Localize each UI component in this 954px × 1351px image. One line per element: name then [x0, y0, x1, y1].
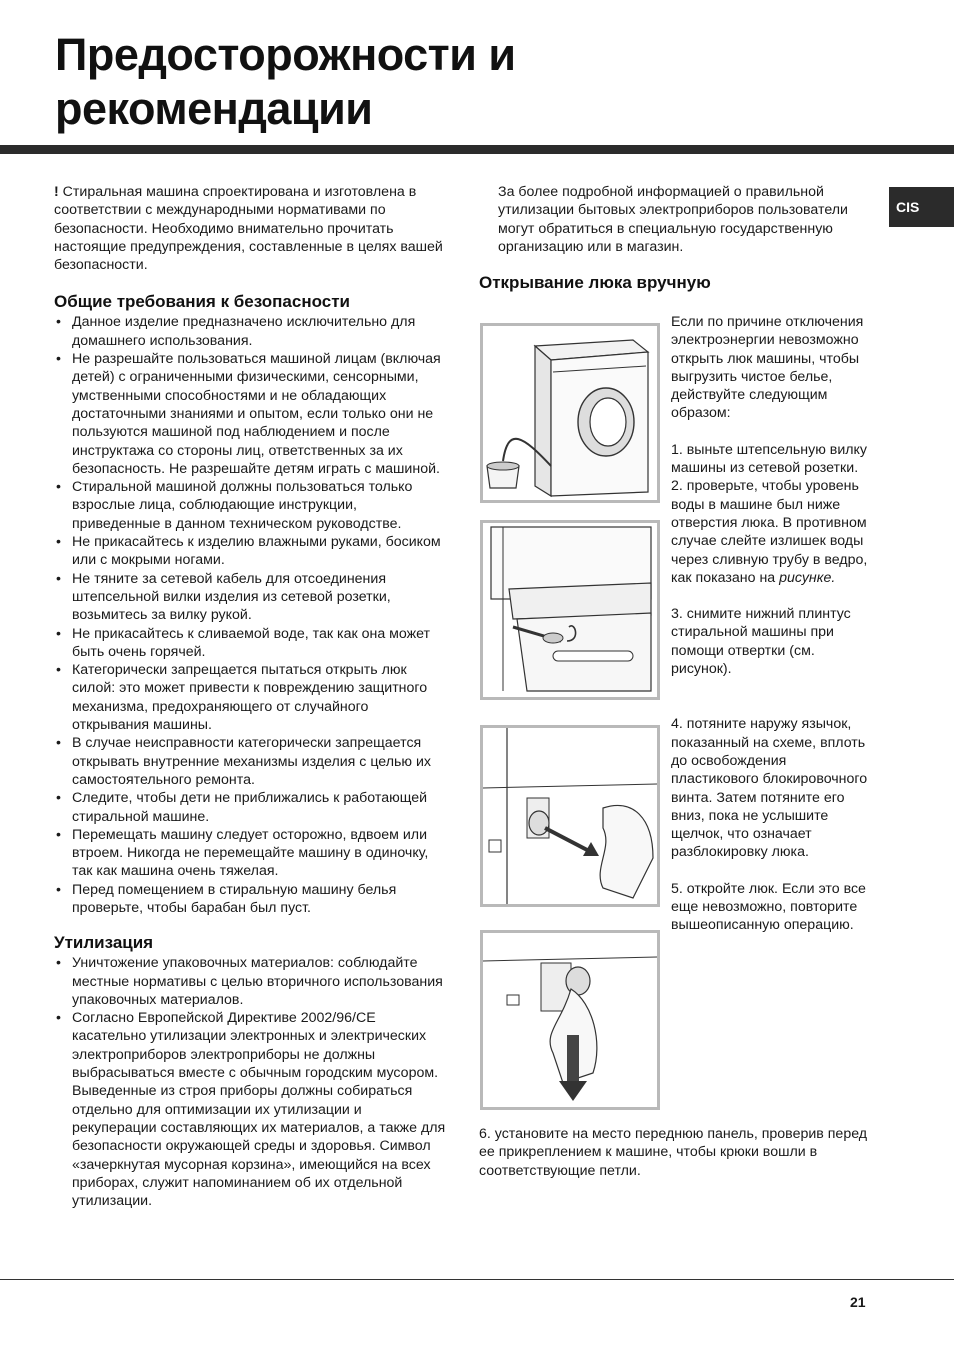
title-line-1: Предосторожности и: [55, 29, 516, 80]
pull-down-hand-drawing: [483, 933, 657, 1107]
safety-item: • Перемещать машину следует осторожно, вдвоем или втроем. Никогда не перемещайте машину в одиночку, так как машина очень тяжелая.: [54, 826, 446, 881]
title-line-2: рекомендации: [55, 83, 373, 134]
language-tab: CIS: [889, 187, 954, 227]
door-step-1: 1. выньте штепсельную вилку машины из сетевой розетки.: [671, 441, 867, 477]
door-step-2: [671, 477, 871, 587]
disposal-heading: Утилизация: [54, 933, 154, 953]
pull-tab-hand-drawing: [483, 728, 657, 904]
disposal-more-info: За более подробной информацией о правильной утилизации бытовых электроприборов пользователи могут обратиться в специальную государственную организацию или в магазин.: [498, 184, 848, 255]
intro-text: Стиральная машина спроектирована и изготовлена в соответствии с международными нормативами по безопасности. Необходимо внимательно прочитать настоящие предупреждения, составленные в целях вашей безопасности.: [54, 184, 443, 274]
door-step-3: 3. снимите нижний плинтус стиральной машины при помощи отвертки (см. рисунок).: [671, 606, 851, 678]
disposal-list: [54, 954, 446, 1210]
door-step-4: 4. потяните наружу язычок, показанный на схеме, вплоть до освобождения пластикового блокировочного винта. Затем потяните его вниз, пока не услышите щелчок, что означает разблокировку люка.: [671, 716, 868, 861]
right-column: [479, 183, 879, 294]
disposal-item: • Уничтожение упаковочных материалов: соблюдайте местные нормативы с целью вторичного использования упаковочных материалов.: [54, 954, 446, 1009]
safety-item: • Не прикасайтесь к изделию влажными руками, босиком или с мокрыми ногами.: [54, 533, 446, 570]
page-number: 21: [850, 1294, 866, 1310]
safety-item: • Не прикасайтесь к сливаемой воде, так как она может быть очень горячей.: [54, 625, 446, 662]
safety-item: • Перед помещением в стиральную машину белья проверьте, чтобы барабан был пуст.: [54, 881, 446, 918]
safety-item: • Следите, чтобы дети не приближались к работающей стиральной машине.: [54, 789, 446, 826]
figure-drain-illustration: [480, 323, 660, 503]
safety-list: [54, 313, 446, 917]
door-step-2-text: 2. проверьте, чтобы уровень воды в машине был ниже отверстия люка. В противном случае слейте излишек воды через сливную трубу в ведро, как показано на: [671, 478, 868, 586]
safety-item: • Не разрешайте пользоваться машиной лицам (включая детей) с ограниченными физическими, сенсорными, умственными способностями и не обладающих достаточными знаниями и опытом, если только они не пользуются машиной под наблюдением и после инструктажа со стороны лиц, ответственных за их безопасность. Не разрешайте детям играть с машиной.: [54, 350, 446, 478]
safety-item: • Стиральной машиной должны пользоваться только взрослые лица, соблюдающие инструкции, приведенные в данном техническом руководстве.: [54, 478, 446, 533]
door-steps: [671, 313, 871, 935]
title-rule: [0, 145, 954, 154]
intro-paragraph: [54, 183, 446, 274]
disposal-item: • Согласно Европейской Директиве 2002/96/CE касательно утилизации электронных и электрических электроприборов электроприборы не должны выбрасываться вместе с обычным городским мусором. Выведенные из строя приборы должны собираться отдельно для оптимизации их утилизации и рекуперации составляющих их материалов, а также для безопасности окружающей среды и здоровья. Символ «зачеркнутая мусорная корзина», имеющийся на всех приборах, служит напоминанием об их отдельной утилизации.: [54, 1009, 446, 1210]
door-intro: Если по причине отключения электроэнергии невозможно открыть люк машины, чтобы выгрузить чистое белье, действуйте следующим образом:: [671, 314, 864, 422]
warning-mark: !: [54, 184, 59, 200]
door-step-6: 6. установите на место переднюю панель, проверив перед ее прикреплением к машине, чтобы крюки вошли в соответствующие петли.: [479, 1126, 868, 1179]
page-title: [55, 28, 755, 136]
safety-item: • В случае неисправности категорически запрещается открывать внутренние механизмы изделия с целью их самостоятельного ремонта.: [54, 734, 446, 789]
washing-machine-drain-drawing: [483, 326, 657, 500]
door-step-5: 5. откройте люк. Если это все еще невозможно, повторите вышеописанную операцию.: [671, 880, 866, 934]
safety-heading: Общие требования к безопасности: [54, 292, 350, 312]
safety-item: • Данное изделие предназначено исключительно для домашнего использования.: [54, 313, 446, 350]
plinth-screwdriver-drawing: [483, 523, 657, 697]
safety-item: • Категорически запрещается пытаться открыть люк силой: это может привести к повреждению защитного механизма, предохраняющего от случайного открывания машины.: [54, 661, 446, 734]
figure-plinth-removal: [480, 520, 660, 700]
figure-pull-tab: [480, 725, 660, 907]
door-heading: Открывание люка вручную: [479, 273, 711, 293]
door-step-2-italic: рисунке.: [779, 569, 836, 586]
figure-pull-down: [480, 930, 660, 1110]
left-column: [54, 183, 446, 1210]
safety-item: • Не тяните за сетевой кабель для отсоединения штепсельной вилки изделия из сетевой розетки, возьмитесь за вилку рукой.: [54, 570, 446, 625]
footer-rule: [0, 1279, 954, 1280]
